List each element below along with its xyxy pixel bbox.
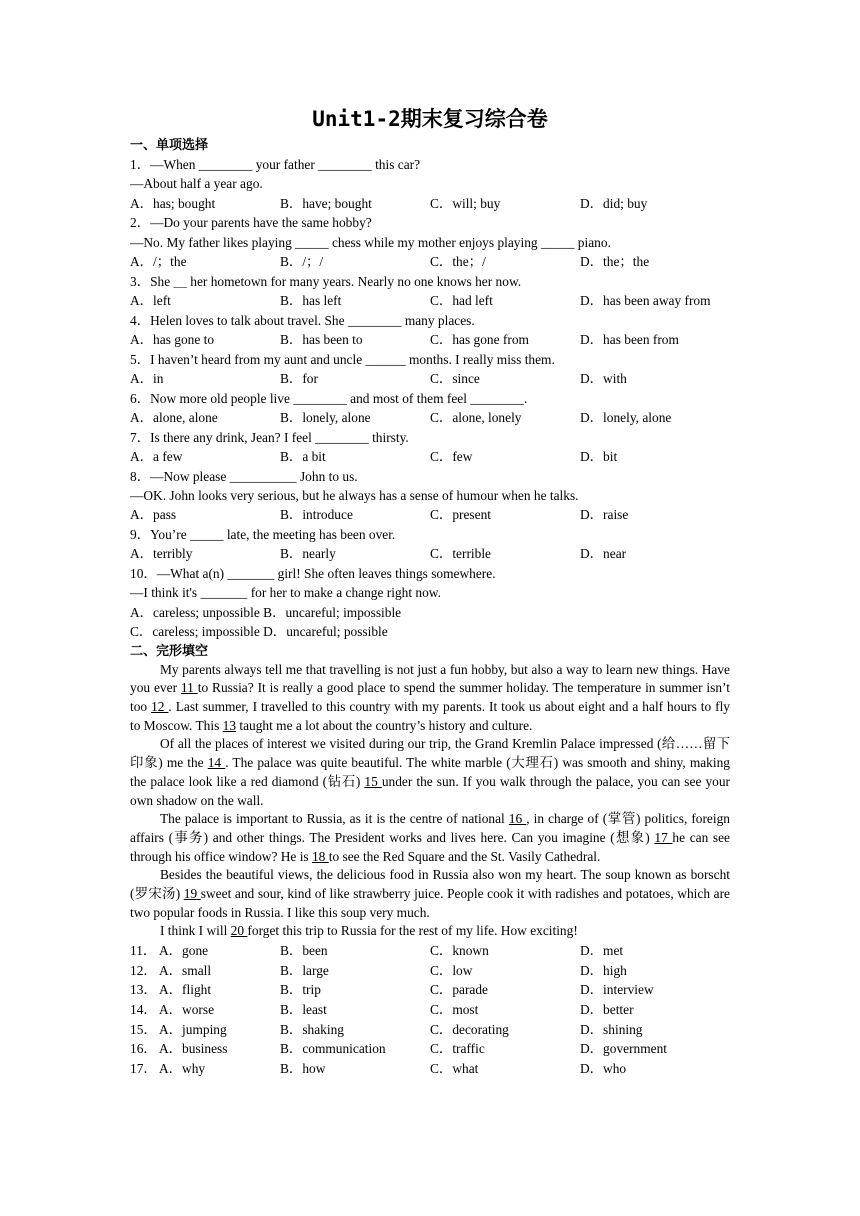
blank-11: 11 (180, 680, 198, 696)
blank-18: 18 (311, 848, 329, 864)
question-stem: 10．—What a(n) _______ girl! She often leaves things somewhere. (130, 566, 496, 582)
answer-option[interactable]: B．for (280, 371, 318, 387)
blank-14: 14 (207, 755, 226, 771)
answer-option[interactable]: A．a few (130, 449, 183, 465)
cloze-number: 17． (130, 1060, 157, 1076)
answer-option-pair[interactable]: A．careless; unpossible B．uncareful; impossible (130, 604, 402, 620)
answer-option[interactable]: C．parade (430, 982, 489, 998)
answer-option[interactable]: D．better (580, 1001, 634, 1017)
passage-text: forget this trip to Russia for the rest of my life. How exciting! (247, 923, 578, 939)
answer-option[interactable]: D．with (580, 371, 627, 387)
section-heading-single-choice: 一、单项选择 (130, 138, 209, 153)
answer-option[interactable]: A．alone, alone (130, 410, 218, 426)
answer-option[interactable]: A．flight (159, 982, 212, 998)
passage-text: to see the Red Square and the St. Vasily Cathedral. (328, 848, 601, 864)
answer-option[interactable]: C．has gone from (430, 332, 529, 348)
answer-option[interactable]: A．in (130, 371, 164, 387)
answer-option[interactable]: C．present (430, 507, 491, 523)
answer-option[interactable]: A．small (159, 962, 212, 978)
passage-paragraph (130, 810, 730, 866)
options-row (130, 505, 730, 525)
answer-option[interactable]: D．has been away from (580, 293, 711, 309)
cloze-options-row (130, 1000, 730, 1020)
options-row (130, 447, 730, 467)
question-item (130, 311, 730, 350)
cloze-number: 15． (130, 1021, 157, 1037)
single-choice-list (130, 155, 730, 642)
passage-text: sweet and sour, kind of like strawberry juice. People cook it with radishes and potatoes, which are two popular foods in Russia. I like this soup very much. (130, 886, 730, 920)
question-item (130, 467, 730, 525)
blank-15: 15 (364, 773, 382, 789)
answer-option[interactable]: B．lonely, alone (280, 410, 371, 426)
blank-12: 12 (151, 699, 169, 714)
question-stem: 6．Now more old people live ________ and most of them feel ________. (130, 390, 528, 406)
answer-option[interactable]: D．bit (580, 449, 618, 465)
answer-option[interactable]: B．have; bought (280, 195, 372, 211)
cloze-passage (130, 661, 730, 942)
answer-option[interactable]: A．worse (159, 1001, 215, 1017)
passage-paragraph (130, 735, 730, 810)
question-item (130, 350, 730, 389)
answer-option[interactable]: B．been (280, 943, 328, 959)
cloze-number: 13． (130, 982, 157, 998)
answer-option[interactable]: A．left (130, 293, 171, 309)
question-dialogue-line: —OK. John looks very serious, but he always has a sense of humour when he talks. (130, 488, 579, 504)
answer-option[interactable]: B．nearly (280, 546, 336, 562)
question-stem: 7．Is there any drink, Jean? I feel ________ thirsty. (130, 429, 409, 445)
question-stem: 9．You’re _____ late, the meeting has been over. (130, 527, 396, 543)
cloze-number: 12． (130, 962, 157, 978)
page-title: Unit1-2期末复习综合卷 (312, 107, 548, 131)
answer-option[interactable]: C．most (430, 1001, 479, 1017)
answer-option[interactable]: B．large (280, 962, 329, 978)
passage-text: Of all the places of interest we visited during our trip, the Grand Kremlin Palace impressed (给……留下印象) me the (130, 736, 730, 771)
answer-option[interactable]: B．/；/ (280, 254, 324, 270)
blank-13: 13 (222, 717, 237, 733)
passage-text: he can see through his office window? He is (130, 829, 731, 864)
answer-option[interactable]: A．has; bought (130, 195, 216, 211)
cloze-options-row (130, 980, 730, 1000)
answer-option[interactable]: B．has been to (280, 332, 363, 348)
passage-text: under the sun. If you walk through the palace, you can see your own shadow on the wall. (130, 773, 730, 808)
answer-option[interactable]: C．what (430, 1060, 479, 1076)
answer-option[interactable]: D．the；the (580, 254, 650, 270)
answer-option[interactable]: D．shining (580, 1021, 643, 1037)
answer-option[interactable]: D．did; buy (580, 195, 648, 211)
question-item (130, 213, 730, 271)
answer-option[interactable]: A．jumping (159, 1021, 227, 1037)
passage-paragraph (130, 922, 730, 941)
answer-option[interactable]: D．who (580, 1060, 627, 1076)
question-stem: 3．She ＿ her hometown for many years. Nearly no one knows her now. (130, 273, 522, 289)
answer-option[interactable]: C．had left (430, 293, 493, 309)
options-row (130, 544, 730, 564)
blank-20: 20 (230, 923, 248, 939)
cloze-number: 11． (130, 943, 157, 959)
options-row (130, 330, 730, 350)
answer-option[interactable]: A．business (159, 1041, 228, 1057)
answer-option[interactable]: B．least (280, 1001, 327, 1017)
answer-option[interactable]: B．a bit (280, 449, 326, 465)
answer-option-pair[interactable]: C．careless; impossible D．uncareful; possible (130, 624, 388, 640)
answer-option[interactable]: C．since (430, 371, 480, 387)
cloze-options-row (130, 961, 730, 981)
passage-text: My parents always tell me that travelling is not just a fun hobby, but also a way to learn new things. Have you ever (130, 661, 730, 696)
answer-option[interactable]: B．has left (280, 293, 342, 309)
answer-option[interactable]: A．gone (159, 943, 209, 959)
question-item (130, 564, 730, 642)
options-row (130, 291, 730, 311)
question-stem: 1．—When ________ your father ________ this car? (130, 157, 421, 172)
answer-option[interactable]: C．will; buy (430, 195, 501, 211)
passage-text: taught me a lot about the country’s history and culture. (236, 717, 533, 733)
cloze-options-list (130, 941, 730, 1078)
answer-option[interactable]: C．the；/ (430, 254, 486, 270)
cloze-options-row (130, 1059, 730, 1079)
section-heading-cloze: 二、完形填空 (130, 643, 209, 659)
answer-option[interactable]: B．trip (280, 982, 321, 998)
answer-option[interactable]: B．introduce (280, 507, 353, 523)
answer-option[interactable]: D．lonely, alone (580, 410, 672, 426)
options-row (130, 369, 730, 389)
question-item (130, 272, 730, 311)
question-item (130, 155, 730, 213)
question-item (130, 389, 730, 428)
answer-option[interactable]: C．traffic (430, 1041, 485, 1057)
passage-text: . The palace was quite beautiful. The white marble (大理石) was smooth and shiny, making the palace look like a red diamond (钻石) (130, 755, 730, 789)
answer-option[interactable]: C．terrible (430, 546, 491, 562)
cloze-number: 16． (130, 1041, 157, 1057)
question-stem: 5．I haven’t heard from my aunt and uncle ______ months. I really miss them. (130, 351, 555, 367)
passage-text: The palace is important to Russia, as it is the centre of national (160, 811, 509, 827)
blank-16: 16 (508, 811, 527, 827)
passage-text: to Russia? It is really a good place to spend the summer holiday. The temperature in summer isn’t too (130, 680, 730, 714)
answer-option[interactable]: D．interview (580, 982, 654, 998)
cloze-options-row (130, 1039, 730, 1059)
blank-19: 19 (183, 886, 201, 902)
blank-17: 17 (654, 829, 673, 845)
answer-option[interactable]: B．communication (280, 1041, 386, 1057)
question-item (130, 428, 730, 467)
answer-option[interactable]: B．shaking (280, 1021, 344, 1037)
answer-option[interactable]: C．low (430, 962, 473, 978)
question-stem: 4．Helen loves to talk about travel. She ________ many places. (130, 312, 475, 328)
passage-text: . Last summer, I travelled to this country with my parents. It took us about eight and a half hours to fly to Moscow. This (130, 699, 730, 733)
question-item (130, 525, 730, 564)
cloze-options-row (130, 941, 730, 961)
passage-paragraph (130, 661, 730, 736)
answer-option[interactable]: C．alone, lonely (430, 410, 522, 426)
answer-option[interactable]: D．met (580, 943, 624, 959)
cloze-number: 14． (130, 1001, 157, 1017)
answer-option[interactable]: A．has gone to (130, 332, 215, 348)
answer-option[interactable]: D．raise (580, 507, 629, 523)
cloze-options-row (130, 1020, 730, 1040)
question-dialogue-line: —I think it's _______ for her to make a change right now. (130, 585, 441, 601)
answer-option[interactable]: A．why (159, 1060, 206, 1076)
answer-option[interactable]: B．how (280, 1060, 326, 1076)
answer-option[interactable]: D．near (580, 546, 627, 562)
options-row (130, 252, 730, 272)
worksheet (130, 104, 730, 1078)
question-stem: 8．—Now please __________ John to us. (130, 468, 358, 484)
question-dialogue-line: —No. My father likes playing _____ chess while my mother enjoys playing _____ piano. (130, 234, 611, 250)
options-row (130, 408, 730, 428)
passage-paragraph (130, 866, 730, 922)
answer-option[interactable]: D．has been from (580, 332, 679, 348)
answer-option[interactable]: D．high (580, 962, 627, 978)
passage-text: I think I will (160, 923, 231, 939)
passage-text: Besides the beautiful views, the delicious food in Russia also won my heart. The soup known as borscht (罗宋汤) (130, 867, 730, 902)
answer-option[interactable]: C．known (430, 943, 489, 959)
answer-option[interactable]: C．decorating (430, 1021, 509, 1037)
options-row (130, 194, 730, 214)
answer-option[interactable]: D．government (580, 1041, 668, 1057)
answer-option[interactable]: A．/；the (130, 254, 187, 270)
passage-text: , in charge of (掌管) politics, foreign affairs (事务) and other things. The President works and lives here. Can you imagine (想象) (130, 811, 730, 845)
answer-option[interactable]: A．pass (130, 507, 177, 523)
question-stem: 2．—Do your parents have the same hobby? (130, 215, 372, 231)
answer-option[interactable]: C．few (430, 449, 473, 465)
answer-option[interactable]: A．terribly (130, 546, 193, 562)
question-dialogue-line: —About half a year ago. (130, 176, 263, 192)
